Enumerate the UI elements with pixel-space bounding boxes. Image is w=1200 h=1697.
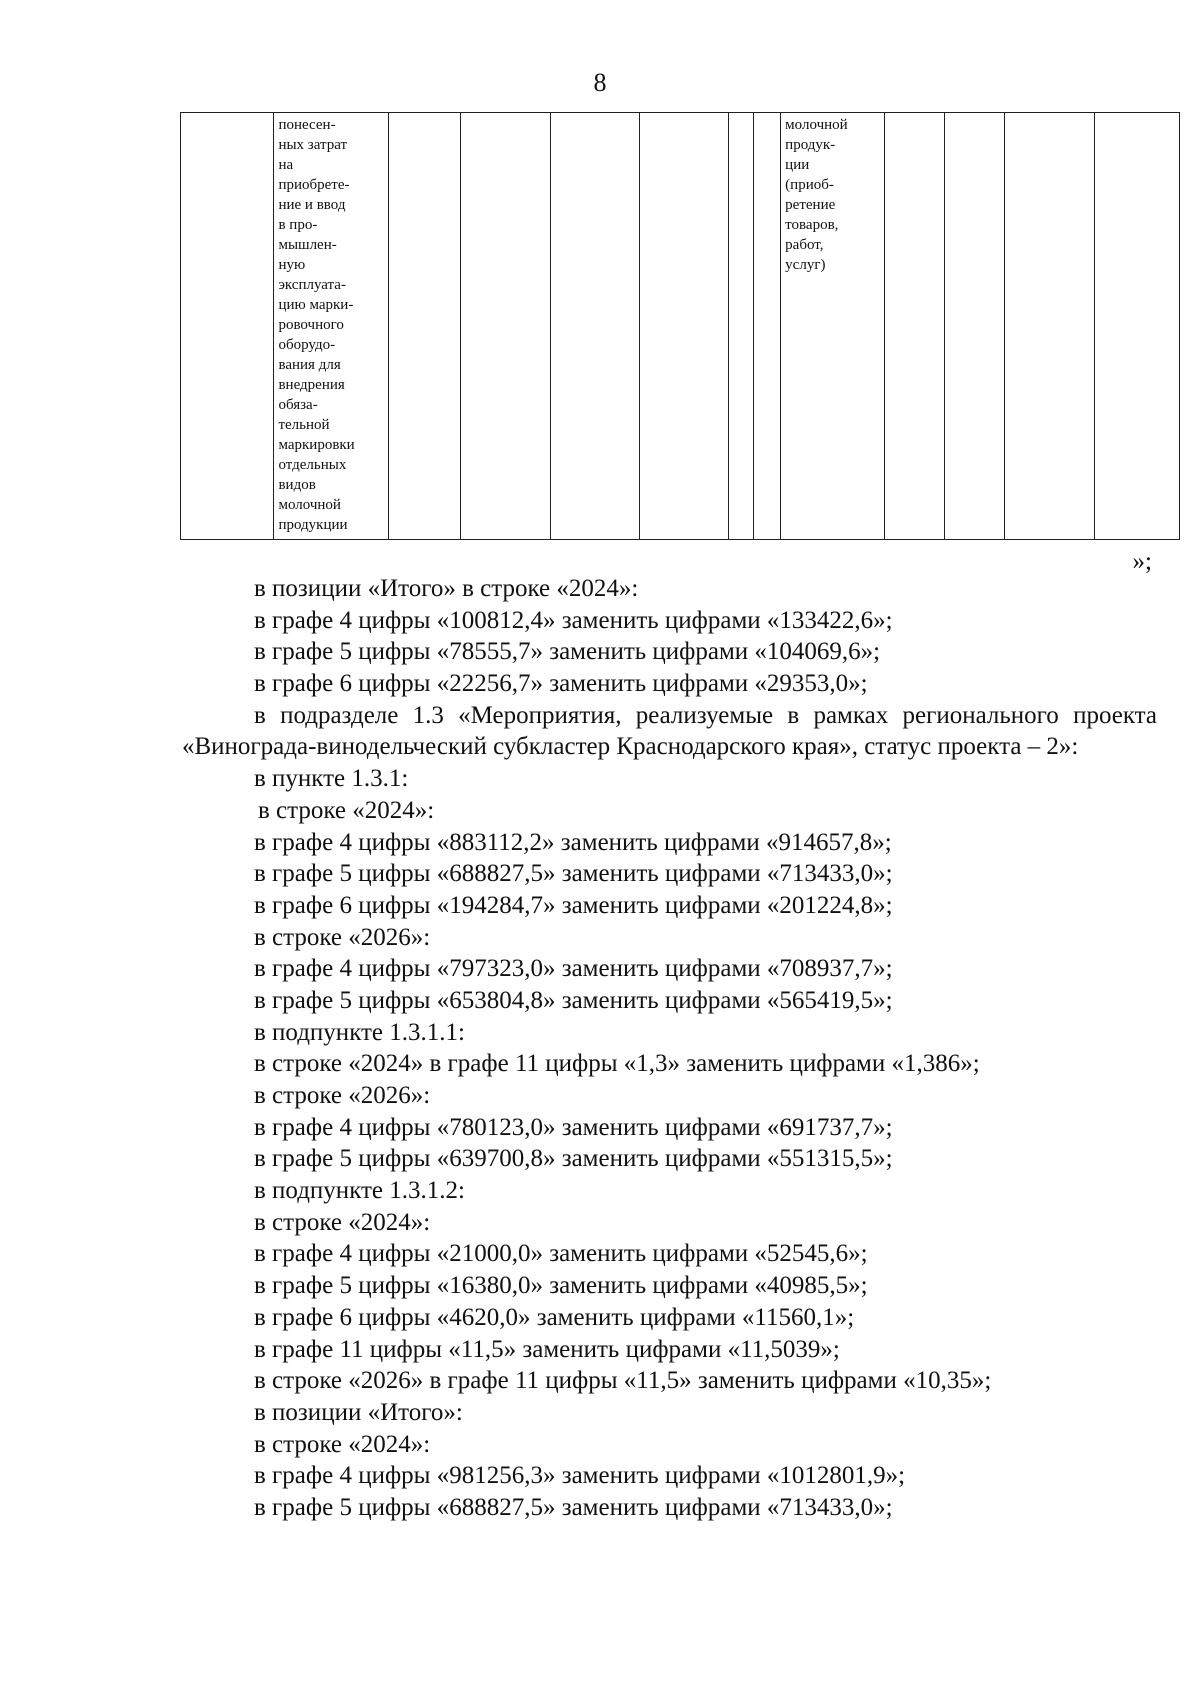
- text-line: в графе 11 цифры «11,5» заменить цифрами «11,5039»;: [254, 1335, 840, 1363]
- text-line: в графе 6 цифры «4620,0» заменить цифрами «11560,1»;: [254, 1303, 855, 1331]
- table-cell: [388, 113, 461, 540]
- text-line: в строке «2024» в графе 11 цифры «1,3» заменить цифрами «1,386»;: [254, 1050, 980, 1078]
- text-line: в строке «2024»:: [254, 1430, 431, 1458]
- table-cell: [1005, 113, 1094, 540]
- text-line: в графе 4 цифры «797323,0» заменить цифрами «708937,7»;: [254, 955, 893, 983]
- text-line: в графе 4 цифры «21000,0» заменить цифрами «52545,6»;: [254, 1240, 868, 1268]
- table-cell: [274, 113, 388, 540]
- text-line: в строке «2026»:: [254, 1082, 431, 1110]
- cell-text-expense-description: понесен- ных затрат на приобрете- ние и ввод в про- мышлен- ную эксплуата- цию марки- ровочного оборудо- вания для внедрения обяза- тельной маркировки отдельных видов молочной продукции: [278, 117, 355, 533]
- table-cell: [754, 113, 781, 540]
- text-line: в графе 5 цифры «653804,8» заменить цифрами «565419,5»;: [254, 986, 893, 1014]
- text-line: в позиции «Итого» в строке «2024»:: [254, 575, 639, 602]
- text-line: в графе 6 цифры «22256,7» заменить цифрами «29353,0»;: [254, 670, 868, 698]
- text-paragraph: в подразделе 1.3 «Мероприятия, реализуемые в рамках регионального проекта «Винограда-винодельческий субкластер Краснодарского края», статус проекта – 2»:: [182, 701, 1157, 761]
- table-cell: [885, 113, 945, 540]
- table-cell: [550, 113, 639, 540]
- text-line: в строке «2024»:: [254, 1208, 431, 1236]
- text-line: в графе 4 цифры «780123,0» заменить цифрами «691737,7»;: [254, 1113, 893, 1141]
- text-line: в графе 4 цифры «883112,2» заменить цифрами «914657,8»;: [254, 828, 892, 856]
- text-line: в строке «2024»:: [258, 796, 435, 824]
- text-line: в графе 4 цифры «981256,3» заменить цифрами «1012801,9»;: [254, 1462, 906, 1490]
- table-cell: [1094, 113, 1179, 540]
- table-row: [181, 113, 1180, 540]
- continued-table: [180, 112, 1180, 540]
- text-line: в пункте 1.3.1:: [254, 765, 409, 793]
- closing-quote: »;: [1132, 548, 1152, 575]
- text-line: в позиции «Итого»:: [254, 1398, 463, 1426]
- table-cell: [181, 113, 274, 540]
- text-line: в графе 5 цифры «78555,7» заменить цифрами «104069,6»;: [254, 638, 881, 666]
- amendment-text: [182, 573, 1157, 1524]
- table-cell: [639, 113, 728, 540]
- text-line: в графе 4 цифры «100812,4» заменить цифрами «133422,6»;: [254, 606, 893, 634]
- text-line: в подпункте 1.3.1.2:: [254, 1177, 465, 1205]
- table-cell: [729, 113, 754, 540]
- text-line: в графе 5 цифры «639700,8» заменить цифрами «551315,5»;: [254, 1145, 893, 1173]
- text-line: в графе 5 цифры «688827,5» заменить цифрами «713433,0»;: [254, 1493, 893, 1521]
- text-line: в графе 6 цифры «194284,7» заменить цифрами «201224,8»;: [254, 891, 893, 919]
- cell-text-purchase-description: молочной продук- ции (приоб- ретение товаров, работ, услуг): [785, 117, 848, 273]
- table-cell: [781, 113, 885, 540]
- text-line: в подпункте 1.3.1.1:: [254, 1018, 465, 1046]
- text-line: в графе 5 цифры «688827,5» заменить цифрами «713433,0»;: [254, 860, 893, 888]
- text-line: в строке «2026»:: [254, 923, 431, 951]
- table-cell: [461, 113, 550, 540]
- text-line: в строке «2026» в графе 11 цифры «11,5» заменить цифрами «10,35»;: [254, 1367, 992, 1395]
- table-cell: [945, 113, 1005, 540]
- page-number: 8: [593, 68, 607, 97]
- text-line: в графе 5 цифры «16380,0» заменить цифрами «40985,5»;: [254, 1272, 868, 1300]
